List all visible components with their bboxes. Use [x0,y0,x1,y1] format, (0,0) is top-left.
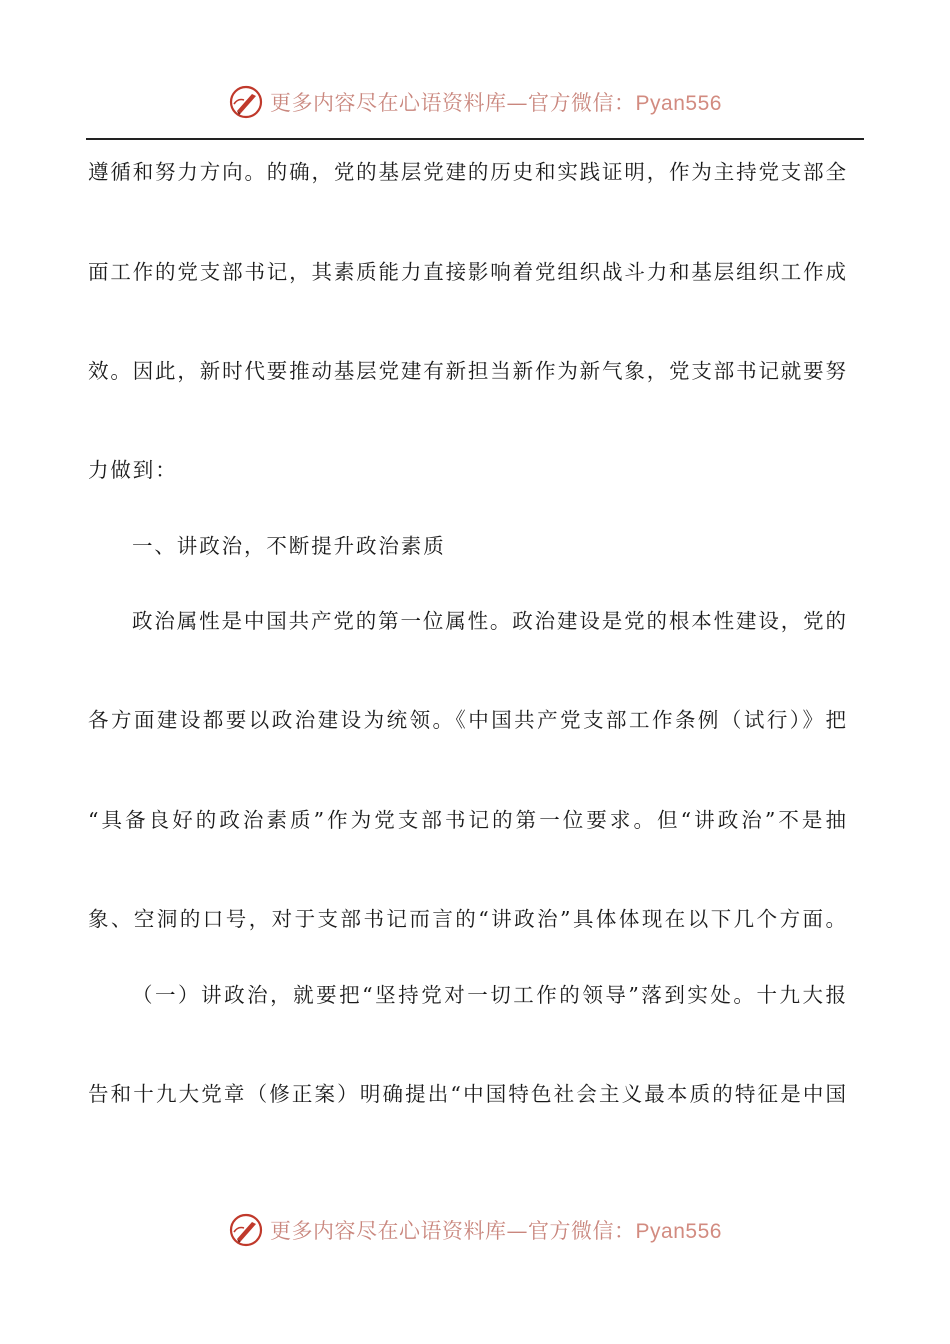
pen-nib-logo-icon [228,84,264,120]
footer-banner [0,1208,950,1252]
body-line: “具备良好的政治素质”作为党支部书记的第一位要求。但“讲政治”不是抽 [88,808,846,832]
header-banner [0,80,950,124]
body-line: 效。因此，新时代要推动基层党建有新担当新作为新气象，党支部书记就要努 [88,359,846,383]
pen-nib-logo-icon [228,1212,264,1248]
body-line: 各方面建设都要以政治建设为统领。《中国共产党支部工作条例（试行）》把 [88,708,846,732]
body-line: （一）讲政治，就要把“坚持党对一切工作的领导”落到实处。十九大报 [132,983,846,1007]
body-line: 告和十九大党章（修正案）明确提出“中国特色社会主义最本质的特征是中国 [88,1082,846,1106]
header-wechat-handle: Pyan556 [635,92,722,115]
body-line: 象、空洞的口号，对于支部书记而言的“讲政治”具体体现在以下几个方面。 [88,907,846,931]
header-divider [86,138,864,140]
body-line: 力做到： [88,458,178,482]
header-banner-text: 更多内容尽在心语资料库—官方微信：Pyan556 [270,91,722,115]
section-heading: 一、讲政治，不断提升政治素质 [132,534,446,558]
body-line: 政治属性是中国共产党的第一位属性。政治建设是党的根本性建设，党的 [132,609,846,633]
body-line: 遵循和努力方向。的确，党的基层党建的历史和实践证明，作为主持党支部全 [88,160,846,184]
body-line: 面工作的党支部书记，其素质能力直接影响着党组织战斗力和基层组织工作成 [88,260,846,284]
footer-wechat-handle: Pyan556 [635,1220,722,1243]
footer-banner-text: 更多内容尽在心语资料库—官方微信：Pyan556 [270,1219,722,1243]
